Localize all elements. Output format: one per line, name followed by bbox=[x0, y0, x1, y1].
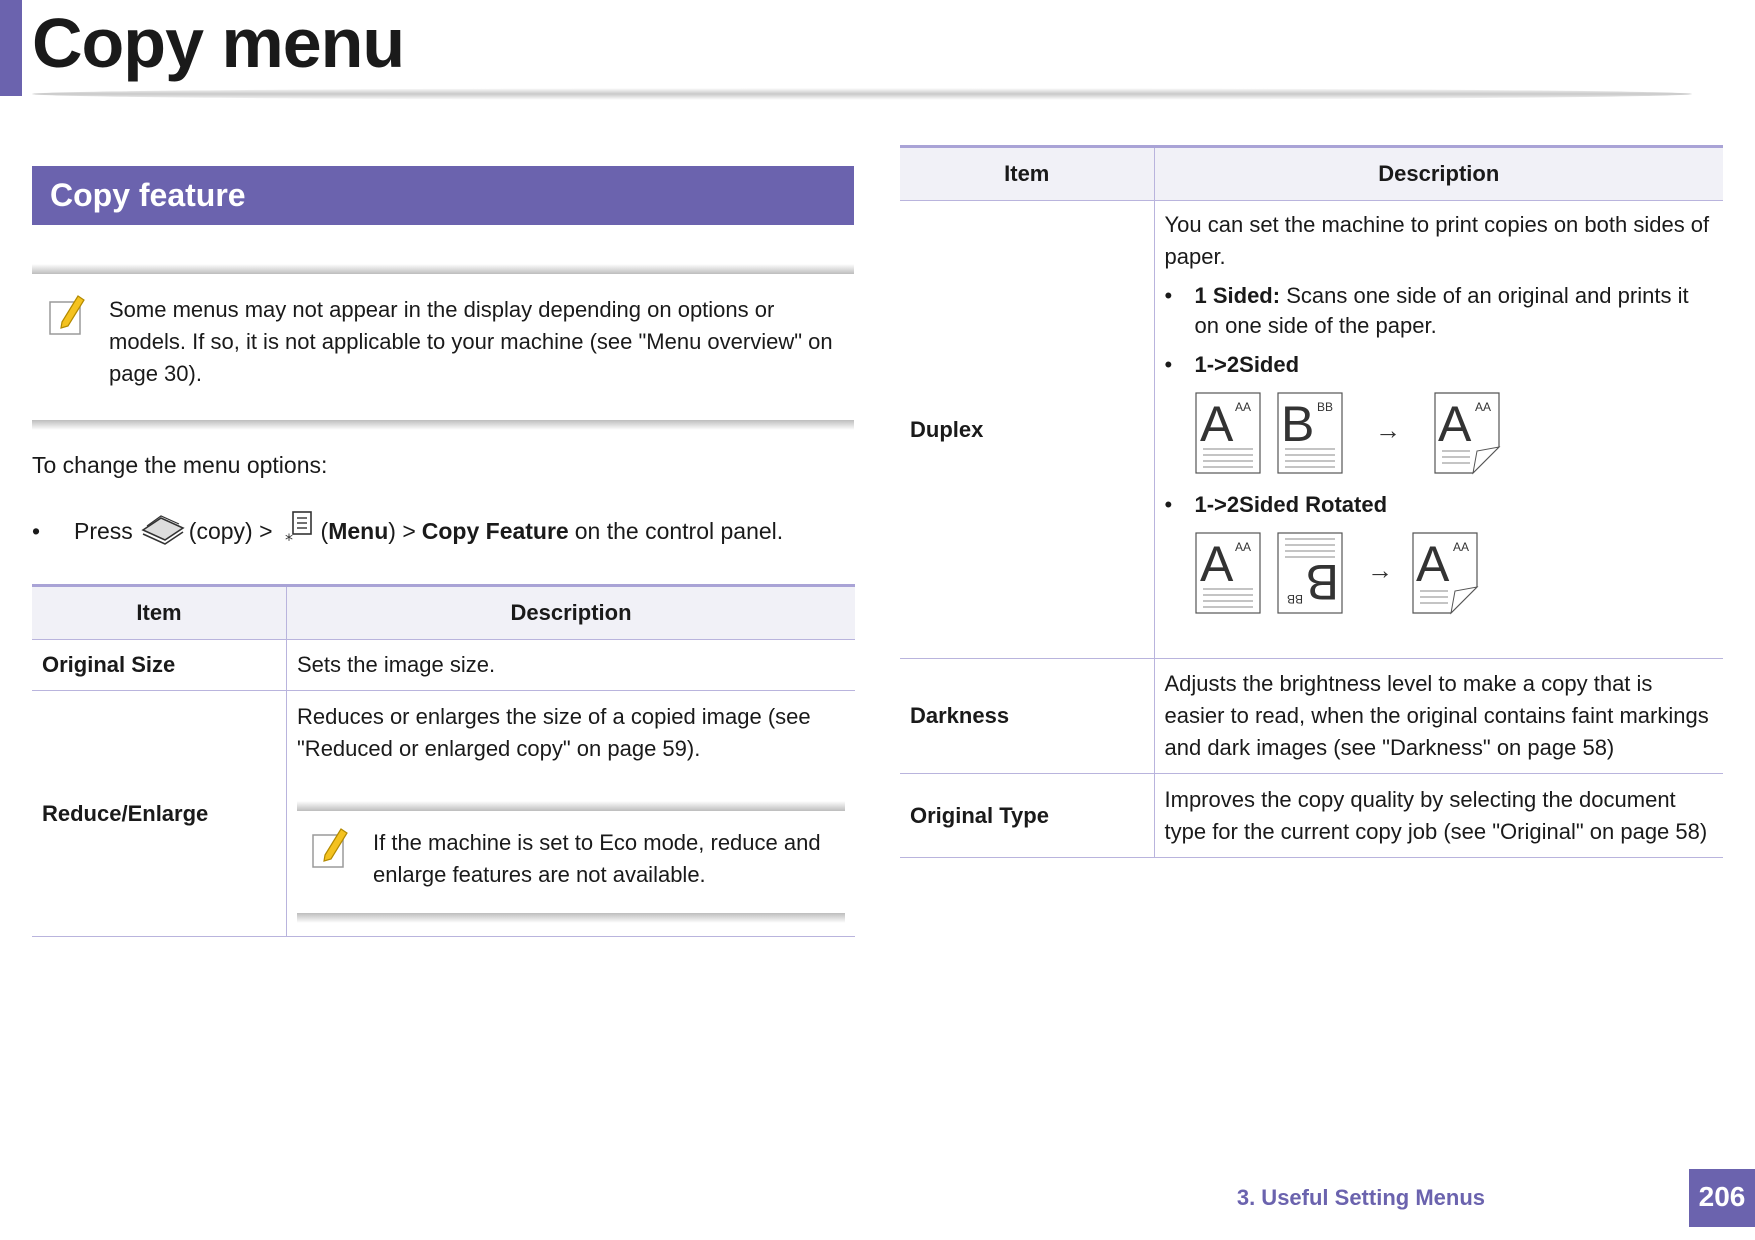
footer-chapter: 3. Useful Setting Menus bbox=[1236, 1185, 1485, 1210]
row-item: Reduce/Enlarge bbox=[32, 691, 287, 937]
arrow-icon: → bbox=[1366, 555, 1393, 585]
copy-icon bbox=[139, 510, 187, 552]
list-item: • 1->2Sided Rotated bbox=[1164, 492, 1388, 517]
list-item: • 1->2Sided bbox=[1164, 352, 1300, 377]
row-item: Duplex bbox=[900, 201, 1154, 659]
note-text: Some menus may not appear in the display depending on options or models. If so, it is not applicable to your machine (see "Menu overview" on page 30). bbox=[109, 297, 833, 386]
copy-feature-table-left bbox=[32, 584, 855, 937]
small-letters: AA bbox=[1452, 540, 1469, 554]
big-letter: A bbox=[1199, 536, 1233, 592]
big-letter: B bbox=[1280, 396, 1314, 452]
table-header-row bbox=[900, 147, 1723, 201]
note-text: If the machine is set to Eco mode, reduce and enlarge features are not available. bbox=[373, 830, 821, 887]
press-text: Press bbox=[74, 517, 133, 544]
copy-feature-label: Copy Feature bbox=[421, 517, 569, 544]
table-header-row bbox=[32, 586, 855, 640]
duplex-rotated-diagram bbox=[1195, 531, 1714, 617]
big-letter: A bbox=[1437, 396, 1471, 452]
table-row bbox=[900, 201, 1723, 659]
section-heading: Copy feature bbox=[32, 166, 854, 225]
table-row bbox=[900, 774, 1723, 858]
menu-icon bbox=[285, 510, 315, 552]
svg-text:*: * bbox=[284, 530, 293, 546]
intro-text: To change the menu options: bbox=[32, 452, 328, 478]
menu-label: Menu bbox=[328, 517, 389, 544]
duplex-diagram bbox=[1195, 391, 1714, 477]
instruction-line: • Press (copy) > * ( Menu ) > Copy Feature on the control panel. bbox=[32, 510, 783, 552]
page-b-icon bbox=[1278, 393, 1342, 473]
row-item: Original Size bbox=[32, 640, 287, 691]
header-item: Item bbox=[900, 147, 1154, 201]
row-item: Darkness bbox=[900, 659, 1154, 774]
list-item: • 1 Sided: Scans one side of an original and prints it on one side of the paper. bbox=[1164, 283, 1689, 338]
small-letters: BB bbox=[1316, 400, 1333, 414]
page-a-icon bbox=[1196, 533, 1260, 613]
small-letters: AA bbox=[1234, 540, 1251, 554]
big-letter: A bbox=[1415, 536, 1449, 592]
small-letters: AA bbox=[1474, 400, 1491, 414]
table-row bbox=[900, 659, 1723, 774]
small-letters: AA bbox=[1234, 400, 1251, 414]
note-box bbox=[32, 264, 854, 430]
title-divider bbox=[32, 88, 1692, 100]
duplex-page-icon bbox=[1413, 533, 1477, 613]
note-pencil-icon bbox=[311, 825, 349, 871]
arrow-icon: → bbox=[1374, 415, 1401, 445]
title-accent-bar bbox=[0, 0, 22, 96]
small-letters: BB bbox=[1286, 592, 1303, 606]
page-a-icon bbox=[1196, 393, 1260, 473]
header-description: Description bbox=[1154, 147, 1723, 201]
big-letter: B bbox=[1305, 554, 1339, 610]
big-letter: A bbox=[1199, 396, 1233, 452]
row-item: Original Type bbox=[900, 774, 1154, 858]
header-item: Item bbox=[32, 586, 287, 640]
note-pencil-icon bbox=[48, 292, 86, 338]
table-row bbox=[32, 640, 855, 691]
note-box bbox=[297, 801, 845, 923]
table-row bbox=[32, 691, 855, 937]
copy-text: (copy) > bbox=[188, 517, 273, 544]
duplex-page-icon bbox=[1435, 393, 1499, 473]
copy-feature-table-right bbox=[900, 145, 1723, 858]
page-b-rotated-icon bbox=[1278, 533, 1342, 613]
page-title: Copy menu bbox=[32, 4, 405, 82]
page-number: 206 bbox=[1689, 1169, 1755, 1227]
row-description: Sets the image size. bbox=[287, 640, 856, 691]
row-description: Adjusts the brightness level to make a copy that is easier to read, when the original contains faint markings and dark images (see "Darkness" on page 58) bbox=[1154, 659, 1723, 774]
row-description: Reduces or enlarges the size of a copied image (see "Reduced or enlarged copy" on page 59). If the machine is set to Eco mode, reduce and enlarge features are not available. bbox=[287, 691, 856, 937]
row-description: You can set the machine to print copies on both sides of paper. • 1 Sided: Scans one side of an original and prints it on one side of the paper. • 1->2Sided A AA B BB → A AA • 1->2Sided Rotated A AA B BB → A AA bbox=[1154, 201, 1723, 659]
bullet: • bbox=[32, 517, 41, 544]
header-description: Description bbox=[287, 586, 856, 640]
row-description: Improves the copy quality by selecting the document type for the current copy job (see "Original" on page 58) bbox=[1154, 774, 1723, 858]
